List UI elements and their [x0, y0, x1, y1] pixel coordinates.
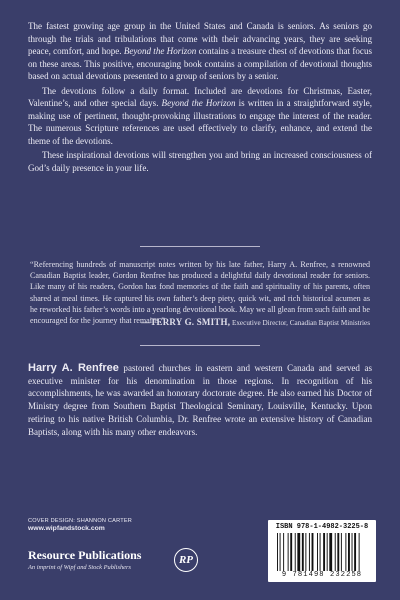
- credits: [28, 518, 208, 532]
- barcode-bars-icon: [277, 533, 369, 571]
- divider-bottom: [140, 345, 260, 346]
- endorser-title: Executive Director, Canadian Baptist Ministries: [230, 319, 370, 327]
- description-paragraph-3: These inspirational devotions will strengthen you and bring an increased consciousness of God’s daily presence in your life.: [28, 150, 372, 173]
- description-text: is written in a straightforward style, making use of pertinent, thought-provoking illustrations to engage the interest of the reader. The numerous Scripture references are used effectively to clarify, enhance, and extend the theme of the devotions.: [28, 98, 372, 146]
- endorser-name: —TERRY G. SMITH,: [141, 317, 231, 327]
- author-name: Harry A. Renfree: [28, 362, 119, 374]
- endorsement-quote: “Referencing hundreds of manuscript notes written by his late father, Harry A. Renfree, a renowned Canadian Baptist leader, Gordon Renfree has produced a delightful daily devotional reader for seniors. Like many of his readers, Gordon has fond memories of the faith and spirituality of his parents, often shared at meal times. He captured his own father’s deep piety, quick wit, and rich historical acumen as he reworked his father’s words into a yearlong devotional book. May we all glean from such faith and be encouraged for the journey that remains.”: [30, 260, 370, 326]
- barcode: [268, 520, 376, 582]
- publisher-url: www.wipfandstock.com: [28, 525, 105, 532]
- publisher-name: Resource Publications: [28, 548, 142, 562]
- publisher-logo-icon: RP: [174, 548, 198, 572]
- publisher-imprint: An imprint of Wipf and Stock Publishers: [28, 564, 131, 571]
- book-title-inline: Beyond the Horizon: [161, 98, 236, 108]
- publisher-block: [28, 547, 218, 577]
- book-title-inline: Beyond the Horizon: [123, 46, 197, 56]
- description-text: The devotions follow a daily format. Included are devotions for Christmas, Easter, Valentine’s, and other special days.: [28, 85, 372, 108]
- book-description: [28, 20, 372, 176]
- author-bio-text: pastored churches in eastern and western Canada and served as executive minister for his denomination in those regions. In recognition of his accomplishments, he was awarded an honorary doctorate degree. He also earned his Doctor of Ministry degree from Southern Baptist Theological Seminary, Louisville, Kentucky. Upon retiring to his native British Columbia, Dr. Renfree wrote an extensive history of Canadian Baptists, along with his many other endeavors.: [28, 363, 372, 437]
- barcode-digits: 9 781498 232258: [281, 571, 363, 579]
- description-paragraph-1: [28, 20, 372, 83]
- endorsement-attribution: [70, 317, 370, 327]
- divider-top: [140, 246, 260, 247]
- description-text: The fastest growing age group in the United States and Canada is seniors. As seniors go through the trials and tribulations that come with their advancing years, they are seeking peace, comfort, and hope.: [28, 21, 372, 56]
- isbn-label: ISBN 978-1-4982-3225-8: [275, 523, 369, 531]
- description-paragraph-2: [28, 85, 372, 148]
- description-text: contains a treasure chest of devotions that focus on these areas. This positive, encouraging book contains a compilation of devotional thoughts based on actual devotions presented to a group of seniors by a senior.: [28, 46, 372, 81]
- author-bio: [28, 362, 372, 438]
- cover-design-credit: COVER DESIGN: SHANNON CARTER: [28, 518, 133, 524]
